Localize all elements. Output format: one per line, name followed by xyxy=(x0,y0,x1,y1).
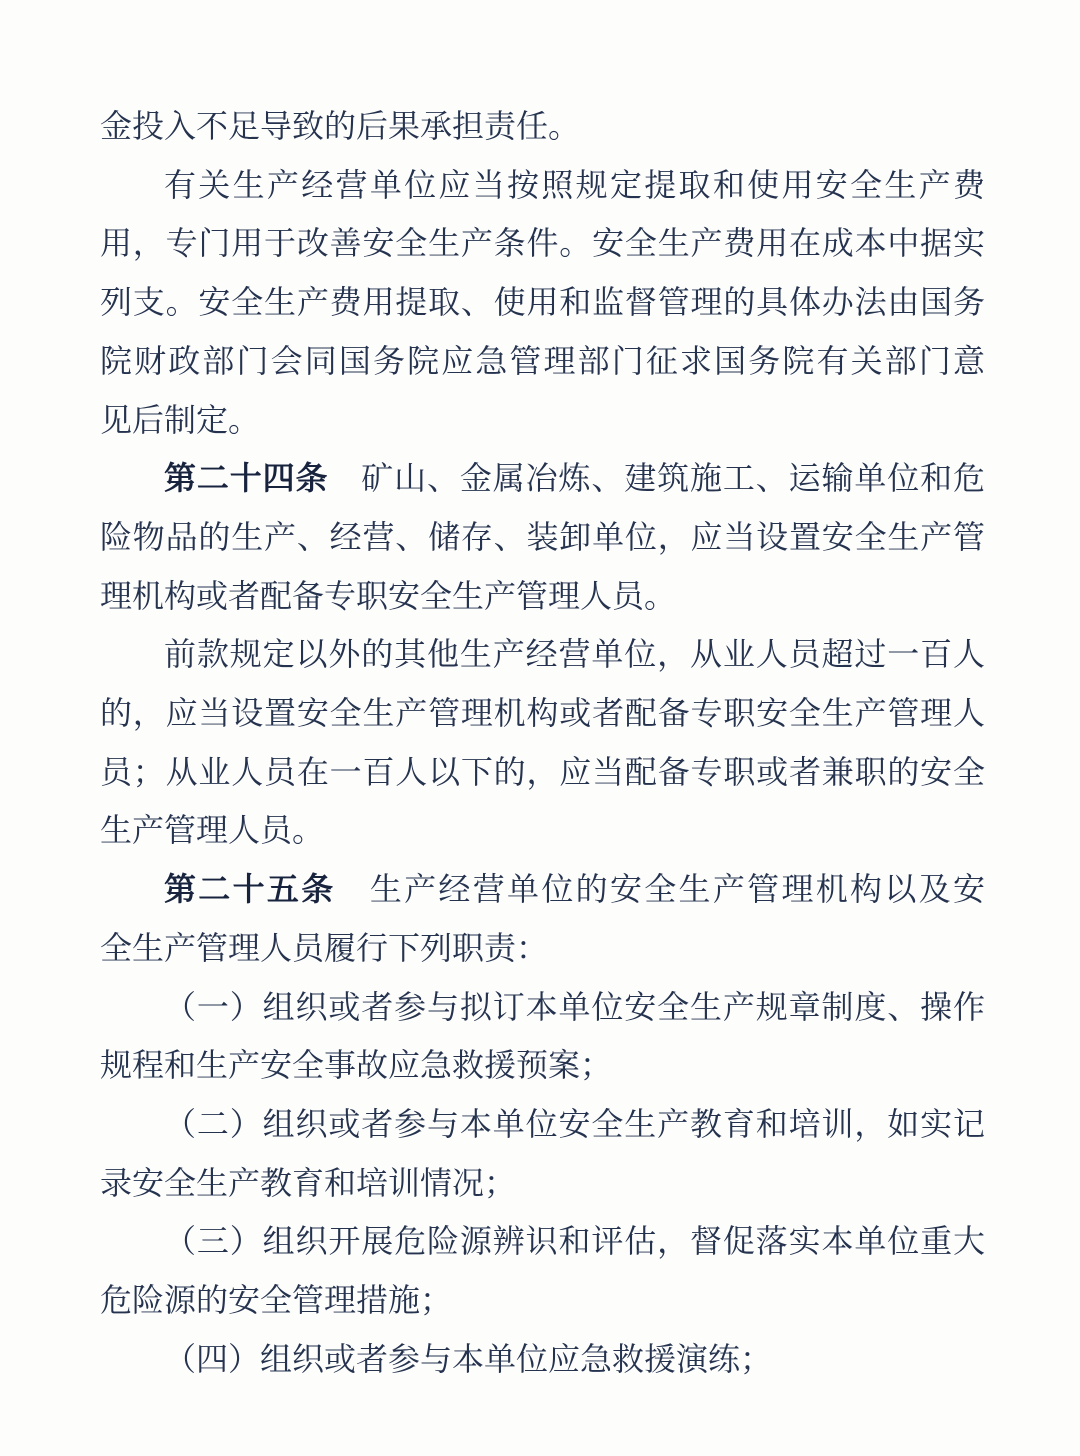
article-number: 第二十五条 xyxy=(164,871,336,908)
paragraph xyxy=(100,978,985,1095)
text-line: 员；从业人员在一百人以下的，应当配备专职或者兼职的安全 xyxy=(100,753,985,790)
text-line: （一）组织或者参与拟订本单位安全生产规章制度、操作 xyxy=(164,988,985,1025)
article-number: 第二十四条 xyxy=(164,460,329,497)
text-line: 危险源的安全管理措施； xyxy=(100,1282,453,1319)
text-line: 全生产管理人员履行下列职责： xyxy=(100,929,549,966)
text-line: 有关生产经营单位应当按照规定提取和使用安全生产费 xyxy=(164,166,985,203)
text-line: 险物品的生产、经营、储存、装卸单位，应当设置安全生产管 xyxy=(100,518,985,555)
text-line: （三）组织开展危险源辨识和评估，督促落实本单位重大 xyxy=(164,1223,985,1260)
text-line: 的，应当设置安全生产管理机构或者配备专职安全生产管理人 xyxy=(100,695,985,732)
article-heading-line: 第二十五条 生产经营单位的安全生产管理机构以及安 xyxy=(164,871,985,908)
text-line: 理机构或者配备专职安全生产管理人员。 xyxy=(100,577,677,614)
paragraph xyxy=(100,1330,985,1389)
paragraph xyxy=(100,625,985,860)
paragraph xyxy=(100,1095,985,1212)
paragraph xyxy=(100,1212,985,1329)
text-line: 见后制定。 xyxy=(100,401,261,438)
text-line: （二）组织或者参与本单位安全生产教育和培训，如实记 xyxy=(164,1105,985,1142)
paragraph xyxy=(100,97,985,156)
paragraph xyxy=(100,449,985,625)
text-line: 生产管理人员。 xyxy=(100,812,325,849)
text-line: 前款规定以外的其他生产经营单位，从业人员超过一百人 xyxy=(164,636,985,673)
text-line: 用，专门用于改善安全生产条件。安全生产费用在成本中据实 xyxy=(100,225,985,262)
paragraph xyxy=(100,156,985,450)
text-line: 规程和生产安全事故应急救援预案； xyxy=(100,1047,613,1084)
article-heading-line: 第二十四条 矿山、金属冶炼、建筑施工、运输单位和危 xyxy=(164,460,985,497)
text-line: 院财政部门会同国务院应急管理部门征求国务院有关部门意 xyxy=(100,342,985,379)
text-line: （四）组织或者参与本单位应急救援演练； xyxy=(164,1340,773,1377)
text-line: 列支。安全生产费用提取、使用和监督管理的具体办法由国务 xyxy=(100,284,985,321)
paragraph xyxy=(100,860,985,977)
text-line: 录安全生产教育和培训情况； xyxy=(100,1164,517,1201)
text-line: 金投入不足导致的后果承担责任。 xyxy=(100,108,581,144)
